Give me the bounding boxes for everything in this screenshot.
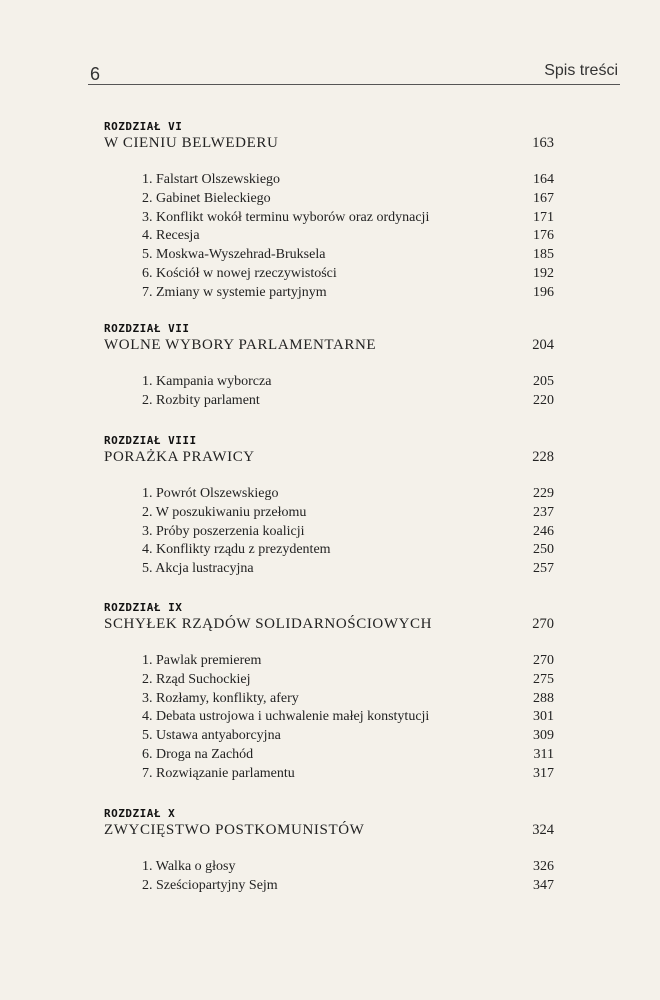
section-entry	[0, 672, 660, 691]
section-entry	[0, 524, 660, 543]
section-entry	[0, 561, 660, 580]
section-page-number: 311	[533, 747, 554, 762]
section-page-number: 205	[533, 374, 554, 389]
chapter-page-number: 228	[532, 449, 554, 465]
section-title: 1. Powrót Olszewskiego	[142, 486, 279, 501]
chapter-page-number: 324	[532, 822, 554, 838]
chapter-title: W CIENIU BELWEDERU	[104, 135, 279, 151]
section-page-number: 317	[533, 765, 554, 781]
section-entry	[0, 542, 660, 561]
section-entry	[0, 747, 660, 766]
section-page-number: 164	[533, 172, 554, 187]
section-page-number: 270	[533, 653, 554, 668]
chapter-page-number: 163	[532, 135, 554, 151]
chapter-title: SCHYŁEK RZĄDÓW SOLIDARNOŚCIOWYCH	[104, 616, 433, 632]
section-entry	[0, 486, 660, 505]
chapter-title: ZWYCIĘSTWO POSTKOMUNISTÓW	[104, 822, 365, 838]
section-page-number: 196	[533, 284, 554, 300]
section-title: 1. Pawlak premierem	[142, 653, 262, 668]
section-title: 7. Zmiany w systemie partyjnym	[142, 284, 327, 300]
chapter-label: ROZDZIAŁ X	[104, 807, 176, 820]
section-title: 6. Droga na Zachód	[142, 747, 254, 762]
section-title: 6. Kościół w nowej rzeczywistości	[142, 266, 337, 281]
section-page-number: 246	[533, 523, 554, 539]
section-entry	[0, 691, 660, 710]
section-entry	[0, 878, 660, 897]
section-page-number: 257	[533, 561, 554, 577]
section-page-number: 326	[533, 859, 554, 874]
running-head: Spis treści	[544, 62, 618, 79]
section-title: 1. Falstart Olszewskiego	[142, 172, 281, 187]
chapter-page-number: 204	[532, 337, 554, 353]
section-entry	[0, 247, 660, 266]
section-page-number: 229	[533, 486, 554, 501]
section-page-number: 176	[533, 228, 554, 244]
section-title: 5. Ustawa antyaborcyjna	[142, 728, 281, 744]
section-page-number: 275	[533, 671, 554, 687]
section-title: 2. Sześciopartyjny Sejm	[142, 877, 278, 893]
chapter-label: ROZDZIAŁ VI	[104, 120, 183, 133]
chapter-title: WOLNE WYBORY PARLAMENTARNE	[104, 337, 377, 353]
section-title: 5. Akcja lustracyjna	[142, 561, 254, 577]
section-page-number: 171	[533, 209, 554, 225]
section-entry	[0, 859, 660, 878]
section-title: 1. Walka o głosy	[142, 859, 236, 874]
chapter-label: ROZDZIAŁ VIII	[104, 434, 197, 447]
chapter-label: ROZDZIAŁ VII	[104, 322, 190, 335]
section-page-number: 250	[533, 542, 554, 558]
section-title: 2. W poszukiwaniu przełomu	[142, 504, 307, 520]
section-page-number: 192	[533, 266, 554, 281]
page-number: 6	[90, 64, 101, 84]
section-entry	[0, 766, 660, 785]
section-title: 5. Moskwa-Wyszehrad-Bruksela	[142, 247, 326, 263]
section-title: 3. Próby poszerzenia koalicji	[142, 523, 305, 539]
section-title: 4. Debata ustrojowa i uchwalenie małej konstytucji	[142, 709, 430, 725]
section-title: 2. Rozbity parlament	[142, 392, 260, 408]
section-entry	[0, 374, 660, 393]
section-title: 1. Kampania wyborcza	[142, 374, 272, 389]
section-page-number: 347	[533, 877, 554, 893]
section-entry	[0, 709, 660, 728]
section-title: 3. Rozłamy, konflikty, afery	[142, 690, 299, 706]
chapter-label: ROZDZIAŁ IX	[104, 601, 183, 614]
section-entry	[0, 653, 660, 672]
section-page-number: 167	[533, 190, 554, 206]
page-header	[88, 60, 620, 85]
section-entry	[0, 228, 660, 247]
section-entry	[0, 393, 660, 412]
section-title: 4. Konflikty rządu z prezydentem	[142, 542, 331, 558]
section-entry	[0, 285, 660, 304]
section-page-number: 309	[533, 728, 554, 744]
section-entry	[0, 728, 660, 747]
section-page-number: 301	[533, 709, 554, 725]
section-entry	[0, 172, 660, 191]
section-title: 2. Rząd Suchockiej	[142, 671, 251, 687]
section-title: 7. Rozwiązanie parlamentu	[142, 765, 295, 781]
chapter-page-number: 270	[532, 616, 554, 632]
chapter-title: PORAŻKA PRAWICY	[104, 449, 255, 465]
section-title: 2. Gabinet Bieleckiego	[142, 190, 271, 206]
section-title: 4. Recesja	[142, 228, 200, 244]
section-page-number: 220	[533, 392, 554, 408]
section-page-number: 237	[533, 504, 554, 520]
section-page-number: 185	[533, 247, 554, 263]
section-entry	[0, 191, 660, 210]
section-entry	[0, 210, 660, 229]
section-title: 3. Konflikt wokół terminu wyborów oraz ordynacji	[142, 209, 430, 225]
section-page-number: 288	[533, 690, 554, 706]
section-entry	[0, 266, 660, 285]
section-entry	[0, 505, 660, 524]
